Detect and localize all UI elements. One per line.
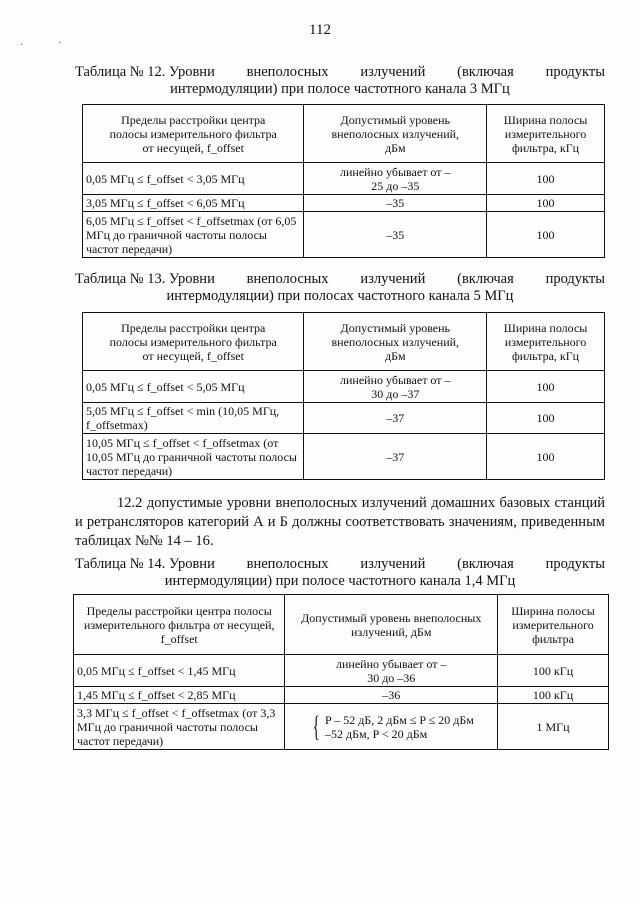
table-cell: 100 [487,195,605,212]
header-cell: Ширина полосы измерительного фильтра [498,595,609,655]
formula-cell [285,704,498,750]
piecewise-formula [309,709,474,743]
table-cell: 6,05 МГц ≤ f_offset < f_offsetmax (от 6,05 МГц до граничной частоты полосы частот передачи) [83,212,304,258]
table-row [74,704,609,750]
table12-caption: Таблица № 12. Уровни внеполосных излучений (включая продукты интермодуляции) при полосе частотного канала 3 МГц [75,64,605,97]
table-cell: 1,45 МГц ≤ f_offset < 2,85 МГц [74,687,285,704]
table-cell: 100 [487,212,605,258]
scan-mark: · [20,40,24,51]
table-row [83,163,605,195]
header-cell: Пределы расстройки центра полосы измерительного фильтра от несущей, f_offset [83,105,304,163]
table14 [73,594,609,750]
header-cell: Допустимый уровень внеполосных излучений, дБм [285,595,498,655]
table-header-row [74,595,609,655]
table-cell: 100 [487,371,605,403]
table-row [74,687,609,704]
table-cell: 0,05 МГц ≤ f_offset < 3,05 МГц [83,163,304,195]
table-row [83,434,605,480]
table-cell: –37 [304,434,487,480]
table-row [83,371,605,403]
header-cell: Допустимый уровень внеполосных излучений, дБм [304,313,487,371]
table12 [82,104,605,258]
table-cell: 0,05 МГц ≤ f_offset < 5,05 МГц [83,371,304,403]
header-cell: Ширина полосы измерительного фильтра, кГц [487,313,605,371]
table-cell: 3,05 МГц ≤ f_offset < 6,05 МГц [83,195,304,212]
table-cell: 100 кГц [498,687,609,704]
table-cell: –36 [285,687,498,704]
table-row [83,403,605,434]
table-row [83,212,605,258]
scan-mark: · [58,38,62,49]
table-cell: 5,05 МГц ≤ f_offset < min (10,05 МГц, f_offsetmax) [83,403,304,434]
table-cell: –37 [304,403,487,434]
table14-caption: Таблица № 14. Уровни внеполосных излучений (включая продукты интермодуляции) при полосе частотного канала 1,4 МГц [75,556,605,589]
table-cell: 100 [487,403,605,434]
formula-line: P – 52 дБ, 2 дБм ≤ P ≤ 20 дБм [325,712,474,727]
table13-caption: Таблица № 13. Уровни внеполосных излучений (включая продукты интермодуляции) при полосах частотного канала 5 МГц [75,271,605,304]
table-row [83,195,605,212]
formula-line: –52 дБм, P < 20 дБм [325,726,428,741]
table-row [74,655,609,687]
table-cell: 10,05 МГц ≤ f_offset < f_offsetmax (от 10,05 МГц до граничной частоты полосы частот передачи) [83,434,304,480]
table-cell: 100 [487,434,605,480]
table-cell: линейно убывает от –30 до –37 [304,371,487,403]
header-cell: Ширина полосы измерительного фильтра, кГц [487,105,605,163]
table-cell: 1 МГц [498,704,609,750]
table-cell: линейно убывает от –25 до –35 [304,163,487,195]
table-cell: 100 кГц [498,655,609,687]
table13 [82,312,605,480]
header-cell: Пределы расстройки центра полосы измерительного фильтра от несущей, f_offset [74,595,285,655]
table-header-row [83,313,605,371]
table-cell: линейно убывает от –30 до –36 [285,655,498,687]
header-cell: Допустимый уровень внеполосных излучений, дБм [304,105,487,163]
table-cell: 100 [487,163,605,195]
table-cell: –35 [304,195,487,212]
page-number: 112 [309,22,331,38]
table-cell: –35 [304,212,487,258]
table-header-row [83,105,605,163]
header-cell: Пределы расстройки центра полосы измерительного фильтра от несущей, f_offset [83,313,304,371]
table-cell: 3,3 МГц ≤ f_offset < f_offsetmax (от 3,3 МГц до граничной частоты полосы частот передачи) [74,704,285,750]
table-cell: 0,05 МГц ≤ f_offset < 1,45 МГц [74,655,285,687]
brace-symbol: { [312,709,320,743]
paragraph-12-2: 12.2 допустимые уровни внеполосных излучений домашних базовых станций и ретрансляторов категорий А и Б должны соответствовать значениям, приведенным таблицах №№ 14 – 16. [75,495,605,549]
